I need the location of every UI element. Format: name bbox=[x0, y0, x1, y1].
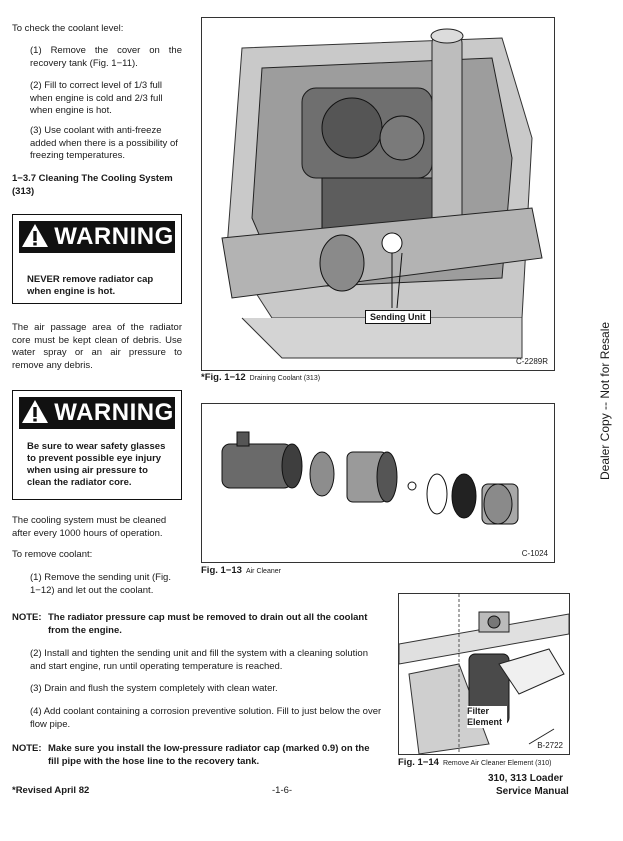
warning-banner bbox=[19, 397, 175, 429]
warning-banner bbox=[19, 221, 175, 253]
figure-remove-filter bbox=[398, 593, 570, 755]
figure-id: C-1024 bbox=[521, 549, 548, 558]
remove-step-3: (3) Drain and flush the system completely with clean water. bbox=[30, 683, 278, 694]
warning-triangle-icon bbox=[20, 397, 50, 425]
figure-id: B-2722 bbox=[537, 741, 563, 750]
intro-text: To check the coolant level: bbox=[12, 23, 124, 34]
dealer-copy-watermark: Dealer Copy -- Not for Resale bbox=[598, 321, 612, 480]
remove-step-2: (2) Install and tighten the sending unit and fill the system with a cleaning solution and start engine, run until operating temperature is reached. bbox=[30, 648, 368, 672]
warning-triangle-icon bbox=[20, 221, 50, 249]
warning-title: WARNING bbox=[54, 399, 174, 426]
note-text: Make sure you install the low-pressure radiator cap (marked 0.9) on the fill pipe with the hose line to the recovery tank. bbox=[48, 743, 370, 767]
caption-number: *Fig. 1−12 bbox=[201, 372, 246, 383]
check-step-2: (2) Fill to correct level of 1/3 full when engine is cold and 2/3 full when engine is hot. bbox=[30, 80, 163, 116]
check-step-3: (3) Use coolant with anti-freeze added when there is a possibility of freezing temperatures. bbox=[30, 125, 178, 161]
caption-text: Draining Coolant (313) bbox=[249, 375, 321, 382]
figure-id: C-2289R bbox=[515, 357, 548, 366]
filter-element-callout: Filter Element bbox=[467, 706, 507, 728]
revised-date: *Revised April 82 bbox=[12, 785, 90, 796]
check-step-1: (1) Remove the cover on the recovery tank (Fig. 1−11). bbox=[30, 45, 182, 69]
remove-intro-text: To remove coolant: bbox=[12, 549, 93, 560]
figure-draining-coolant bbox=[201, 17, 555, 371]
warning-text: Be sure to wear safety glasses to prevent possible eye injury when using air pressure to clean the radiator core. bbox=[27, 441, 166, 488]
caption-number: Fig. 1−13 bbox=[201, 565, 242, 576]
warning-box-safety-glasses bbox=[12, 390, 182, 500]
remove-step-1: (1) Remove the sending unit (Fig. 1−12) and let out the coolant. bbox=[30, 572, 171, 596]
warning-title: WARNING bbox=[54, 223, 174, 250]
cleaning-interval-text: The cooling system must be cleaned after every 1000 hours of operation. bbox=[12, 515, 167, 539]
manual-title: 310, 313 Loader bbox=[488, 773, 564, 784]
note-text: The radiator pressure cap must be removed to drain out all the coolant from the engine. bbox=[48, 612, 368, 636]
air-cleaner-illustration bbox=[202, 404, 554, 562]
manual-subtitle: Service Manual bbox=[496, 786, 569, 797]
caption-number: Fig. 1−14 bbox=[398, 757, 439, 768]
figure-caption bbox=[201, 372, 320, 383]
figure-caption bbox=[201, 565, 281, 576]
section-heading: 1−3.7 Cleaning The Cooling System (313) bbox=[12, 173, 173, 197]
caption-text: Air Cleaner bbox=[245, 568, 281, 575]
sending-unit-callout: Sending Unit bbox=[365, 310, 431, 324]
note-label: NOTE: bbox=[12, 612, 42, 623]
figure-caption bbox=[398, 757, 552, 768]
remove-step-4: (4) Add coolant containing a corrosion preventive solution. Fill to just below the over flow pipe. bbox=[30, 706, 382, 730]
figure-air-cleaner bbox=[201, 403, 555, 563]
filter-removal-illustration bbox=[399, 594, 569, 754]
note-label: NOTE: bbox=[12, 743, 42, 754]
air-passage-text: The air passage area of the radiator core must be kept clean of debris. Use water spray or an air pressure to remove any debris. bbox=[12, 322, 182, 371]
warning-box-radiator-cap bbox=[12, 214, 182, 304]
caption-text: Remove Air Cleaner Element (310) bbox=[442, 760, 552, 767]
page-number: -1-6- bbox=[272, 785, 293, 796]
warning-text: NEVER remove radiator cap when engine is hot. bbox=[27, 274, 154, 297]
